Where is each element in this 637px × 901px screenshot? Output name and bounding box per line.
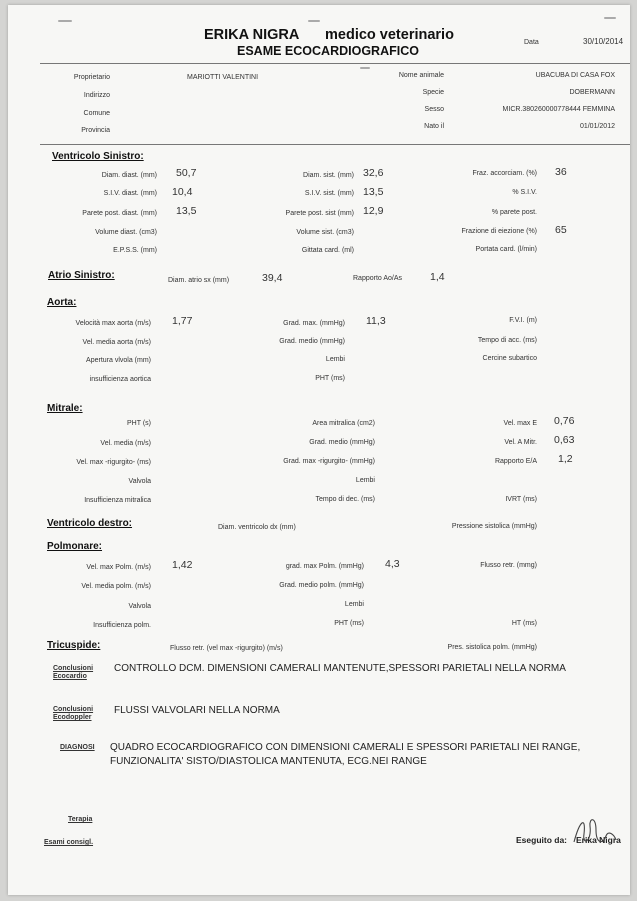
stamp-mark bbox=[308, 20, 320, 22]
lv-diam-sist-label: Diam. sist. (mm) bbox=[303, 172, 354, 179]
polm-insuff-label: Insufficienza polm. bbox=[93, 622, 151, 629]
esami-label: Esami consigl. bbox=[44, 839, 94, 846]
address-label: Indirizzo bbox=[83, 92, 110, 99]
lv-fraz-accorc-value: 36 bbox=[555, 166, 567, 178]
lv-vol-diast-label: Volume diast. (cm3) bbox=[95, 229, 157, 236]
aorta-insuff-label: insufficienza aortica bbox=[89, 376, 151, 383]
lv-pp-diast-label: Parete post. diast. (mm) bbox=[82, 210, 157, 217]
la-diam-value: 39,4 bbox=[262, 272, 283, 284]
stamp-mark bbox=[58, 20, 72, 22]
conclusioni-ecocardio-text: CONTROLLO DCM. DIMENSIONI CAMERALI MANTENUTE,SPESSORI PARIETALI NELLA NORMA bbox=[114, 663, 566, 674]
tricuspide-section-title: Tricuspide: bbox=[47, 640, 101, 651]
polm-grad-max-label: grad. max Polm. (mmHg) bbox=[285, 563, 364, 570]
mitrale-vel-rig-label: Vel. max -rigurgito- (ms) bbox=[76, 459, 151, 466]
owner-value: MARIOTTI VALENTINI bbox=[187, 74, 259, 81]
lv-epss-label: E.P.S.S. (mm) bbox=[113, 247, 157, 254]
tric-press-label: Pres. sistolica polm. (mmHg) bbox=[447, 644, 537, 651]
la-diam-label: Diam. atrio sx (mm) bbox=[168, 277, 230, 284]
eseguito-label: Eseguito da: bbox=[516, 835, 568, 845]
polm-grad-medio-label: Grad. medio polm. (mmHg) bbox=[279, 582, 364, 589]
conclusioni-ecodoppler-text: FLUSSI VALVOLARI NELLA NORMA bbox=[114, 705, 280, 716]
species-label: Specie bbox=[422, 89, 444, 96]
polm-valvola-label: Valvola bbox=[128, 603, 151, 610]
aorta-tempo-acc-label: Tempo di acc. (ms) bbox=[477, 337, 537, 344]
aorta-apertura-label: Apertura vlvola (mm) bbox=[86, 357, 151, 364]
diagnosi-line-2: FUNZIONALITA' SISTO/DIASTOLICA MANTENUTA, ECG.NEI RANGE bbox=[110, 756, 427, 767]
lv-section-title: Ventricolo Sinistro: bbox=[52, 151, 144, 162]
aorta-grad-medio-label: Grad. medio (mmHg) bbox=[279, 338, 345, 345]
rv-section-title: Ventricolo destro: bbox=[47, 518, 133, 529]
polm-vel-media-label: Vel. media polm. (m/s) bbox=[81, 583, 151, 590]
lv-pp-diast-value: 13,5 bbox=[176, 205, 197, 217]
tric-flusso-label: Flusso retr. (vel max -rigurgito) (m/s) bbox=[170, 645, 283, 652]
city-label: Comune bbox=[83, 110, 110, 117]
diagnosi-line-1: QUADRO ECOCARDIOGRAFICO CON DIMENSIONI CAMERALI E SPESSORI PARIETALI NEI RANGE, bbox=[110, 742, 581, 753]
lv-gittata-label: Gittata card. (ml) bbox=[301, 247, 354, 254]
polm-flusso-label: Flusso retr. (mmg) bbox=[480, 562, 537, 569]
aorta-lembi-label: Lembi bbox=[325, 356, 345, 363]
lv-siv-diast-value: 10,4 bbox=[172, 186, 193, 198]
lv-siv-diast-label: S.I.V. diast. (mm) bbox=[103, 190, 157, 197]
lv-fe-label: Frazione di eiezione (%) bbox=[461, 228, 537, 235]
conclusioni-ecodoppler-label-line1: Conclusioni bbox=[53, 706, 94, 713]
terapia-label: Terapia bbox=[68, 816, 93, 823]
owner-label: Proprietario bbox=[73, 74, 110, 81]
doctor-profession: medico veterinario bbox=[325, 27, 454, 43]
signature-name: Erika Nigra bbox=[576, 835, 621, 845]
lv-pct-siv-label: % S.I.V. bbox=[512, 189, 537, 196]
conclusioni-ecocardio-label bbox=[53, 665, 93, 681]
mitrale-grad-rig-label: Grad. max -rigurgito- (mmHg) bbox=[283, 458, 375, 465]
mitrale-vel-media-label: Vel. media (m/s) bbox=[100, 440, 151, 447]
conclusioni-ecocardio-label-line2: Ecocardio bbox=[53, 673, 87, 680]
aorta-section-title: Aorta: bbox=[47, 297, 77, 308]
signature-scribble bbox=[570, 812, 620, 852]
polm-vel-max-value: 1,42 bbox=[172, 559, 193, 571]
mitrale-valvola-label: Valvola bbox=[128, 478, 151, 485]
stamp-mark bbox=[604, 17, 616, 19]
mitrale-insuff-label: Insufficienza mitralica bbox=[84, 497, 151, 504]
mitrale-vel-a-label: Vel. A Mitr. bbox=[504, 439, 537, 446]
mitrale-section-title: Mitrale: bbox=[47, 403, 83, 414]
mitrale-vel-max-e-label: Vel. max E bbox=[503, 420, 537, 427]
polm-lembi-label: Lembi bbox=[344, 601, 364, 608]
aorta-grad-max-label: Grad. max. (mmHg) bbox=[283, 320, 345, 327]
date-value: 30/10/2014 bbox=[583, 37, 624, 46]
lv-siv-sist-value: 13,5 bbox=[363, 186, 384, 198]
sex-label: Sesso bbox=[424, 106, 444, 113]
born-value: 01/01/2012 bbox=[579, 123, 615, 130]
patient-divider bbox=[40, 144, 630, 145]
la-section-title: Atrio Sinistro: bbox=[48, 270, 115, 281]
conclusioni-ecocardio-label-line1: Conclusioni bbox=[53, 665, 94, 672]
mitrale-pht-label: PHT (s) bbox=[127, 420, 151, 427]
aorta-cercine-label: Cercine subartico bbox=[482, 355, 537, 362]
lv-pp-sist-label: Parete post. sist (mm) bbox=[285, 210, 354, 217]
header-divider bbox=[40, 63, 630, 64]
mitrale-ratio-ea-value: 1,2 bbox=[558, 453, 573, 465]
conclusioni-ecodoppler-label-line2: Ecodoppler bbox=[53, 714, 92, 721]
lv-fe-value: 65 bbox=[555, 224, 567, 236]
lv-vol-sist-label: Volume sist. (cm3) bbox=[296, 229, 354, 236]
mitrale-lembi-label: Lembi bbox=[355, 477, 375, 484]
diagnosi-label: DIAGNOSI bbox=[60, 744, 95, 751]
aorta-fvi-label: F.V.I. (m) bbox=[509, 317, 537, 324]
lv-pp-sist-value: 12,9 bbox=[363, 205, 384, 217]
exam-title: ESAME ECOCARDIOGRAFICO bbox=[237, 44, 419, 58]
lv-siv-sist-label: S.I.V. sist. (mm) bbox=[304, 190, 354, 197]
lv-pct-pp-label: % parete post. bbox=[491, 209, 537, 216]
aorta-vel-max-label: Velocità max aorta (m/s) bbox=[75, 320, 151, 327]
polm-ht-label: HT (ms) bbox=[511, 620, 537, 627]
polm-vel-max-label: Vel. max Polm. (m/s) bbox=[86, 564, 151, 571]
aorta-grad-max-value: 11,3 bbox=[366, 315, 386, 327]
mitrale-ivrt-label: IVRT (ms) bbox=[505, 496, 537, 503]
doctor-name: ERIKA NIGRA bbox=[204, 27, 300, 43]
born-label: Nato il bbox=[424, 123, 444, 130]
lv-diam-diast-label: Diam. diast. (mm) bbox=[101, 172, 157, 179]
mitrale-vel-max-e-value: 0,76 bbox=[554, 415, 575, 427]
rv-diam-label: Diam. ventricolo dx (mm) bbox=[218, 524, 296, 531]
lv-fraz-accorc-label: Fraz. accorciam. (%) bbox=[472, 170, 537, 177]
animal-name-value: UBACUBA DI CASA FOX bbox=[535, 72, 615, 79]
province-label: Provincia bbox=[81, 127, 110, 134]
mitrale-ratio-ea-label: Rapporto E/A bbox=[494, 458, 537, 465]
aorta-pht-label: PHT (ms) bbox=[315, 375, 345, 382]
polmonare-section-title: Polmonare: bbox=[47, 541, 103, 552]
polm-grad-max-value: 4,3 bbox=[385, 558, 400, 570]
polm-pht-label: PHT (ms) bbox=[334, 620, 364, 627]
lv-diam-sist-value: 32,6 bbox=[363, 167, 384, 179]
lv-portata-label: Portata card. (l/min) bbox=[475, 246, 537, 253]
lv-diam-diast-value: 50,7 bbox=[176, 167, 197, 179]
la-ratio-value: 1,4 bbox=[430, 271, 445, 283]
mitrale-area-label: Area mitralica (cm2) bbox=[312, 420, 375, 427]
animal-name-label: Nome animale bbox=[398, 72, 444, 79]
aorta-vel-max-value: 1,77 bbox=[172, 315, 193, 327]
conclusioni-ecodoppler-label bbox=[53, 706, 93, 722]
date-label: Data bbox=[524, 39, 539, 46]
la-ratio-label: Rapporto Ao/As bbox=[353, 275, 403, 282]
species-value: DOBERMANN bbox=[569, 89, 615, 96]
sex-value: MICR.380260000778444 FEMMINA bbox=[502, 106, 615, 113]
mitrale-vel-a-value: 0,63 bbox=[554, 434, 575, 446]
aorta-vel-media-label: Vel. media aorta (m/s) bbox=[82, 339, 151, 346]
stamp-mark bbox=[360, 67, 370, 69]
mitrale-tempo-dec-label: Tempo di dec. (ms) bbox=[315, 496, 375, 503]
mitrale-grad-medio-label: Grad. medio (mmHg) bbox=[309, 439, 375, 446]
rv-press-label: Pressione sistolica (mmHg) bbox=[451, 523, 537, 530]
